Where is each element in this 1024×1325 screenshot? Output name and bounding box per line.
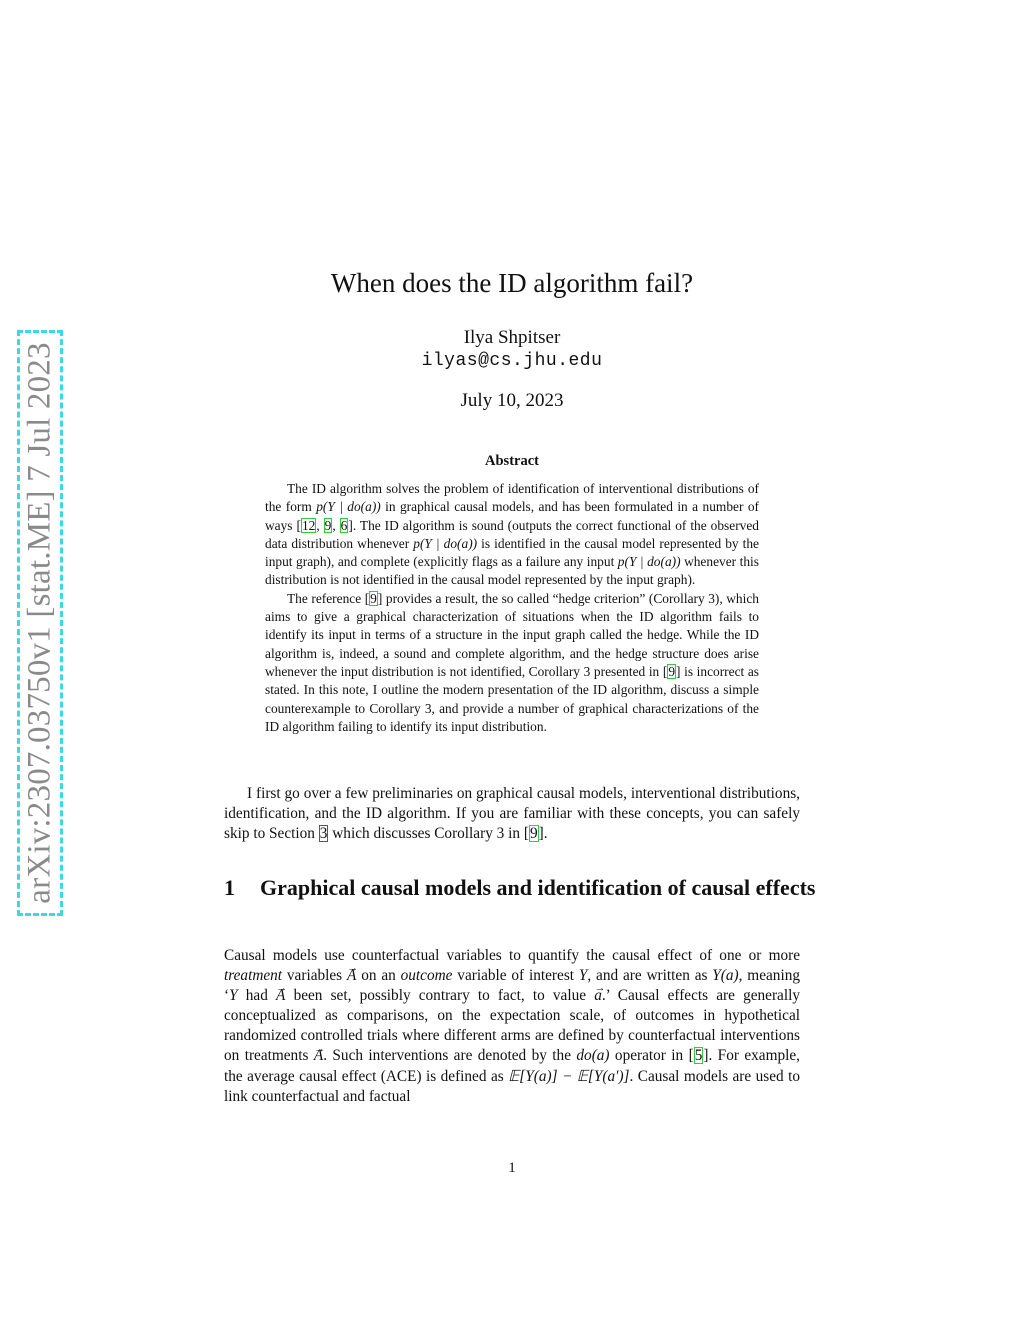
arxiv-stamp[interactable]: arXiv:2307.03750v1 [stat.ME] 7 Jul 2023: [21, 342, 58, 904]
section-link[interactable]: 3: [319, 825, 328, 843]
body-paragraph: Causal models use counterfactual variables to quantify the causal effect of one or more treatment variables → A on an outcome variable of interest Y, and are written as Y(a), meaning ‘Y had → A been set, possibly contrary to fact, to value → a.’ Causal effects are generally conceptualized as comparisons, on the expectation scale, of outcomes in hypothetical randomized controlled trials where different arms are defined by counterfactual interventions on treatments → A. Such interventions are denoted by the do(a) operator in [5]. For example, the average causal effect (ACE) is defined as 𝔼[Y(a)] − 𝔼[Y(a′)]. Causal models are used to link counterfactual and factual: [224, 946, 800, 1107]
math-p-y-do-a: p(Y | do(a)): [316, 499, 381, 515]
math-ace-formula: 𝔼[Y(a)] − 𝔼[Y(a′)]: [508, 1067, 630, 1085]
abstract-heading: Abstract: [485, 453, 539, 469]
author-email[interactable]: ilyas@cs.jhu.edu: [421, 351, 603, 371]
citation-link[interactable]: 9: [668, 663, 676, 679]
citation-link[interactable]: 12: [301, 517, 316, 533]
math-p-y-do-a: p(Y | do(a)): [617, 554, 681, 570]
citation-link[interactable]: 6: [340, 517, 348, 533]
author-name: Ilya Shpitser: [463, 327, 561, 348]
paper-title: When does the ID algorithm fail?: [330, 268, 694, 298]
citation-link[interactable]: 9: [529, 825, 538, 843]
math-vector-a-value: → a: [594, 986, 602, 1006]
citation-link[interactable]: 5: [694, 1047, 703, 1065]
math-vector-a: → A: [314, 1046, 323, 1066]
math-do-operator: do(a): [576, 1047, 610, 1065]
emphasis-text: outcome: [400, 967, 453, 985]
math-y-of-a: Y(a): [712, 967, 739, 985]
citation-link[interactable]: 9: [324, 517, 332, 533]
math-vector-a: → A: [276, 986, 285, 1006]
emphasis-text: treatment: [224, 967, 283, 985]
paper-date: July 10, 2023: [460, 390, 564, 411]
abstract-paragraph-1: The ID algorithm solves the problem of identification of interventional distributions of the form p(Y | do(a)) in graphical causal models, and has been formulated in a number of ways [12, 9, 6]. The ID algorithm is sound (outputs the correct functional of the observed data distribution whenever p(Y | do(a)) is identified in the causal model represented by the input graph), and complete (explicitly flags as a failure any input p(Y | do(a)) whenever this distribution is not identified in the causal model represented by the input graph).: [265, 481, 759, 588]
math-y: Y: [229, 987, 238, 1005]
abstract: [265, 480, 759, 736]
page-number: 1: [508, 1160, 516, 1176]
section-title: Graphical causal models and identification of causal effects: [260, 875, 816, 900]
citation-link[interactable]: 9: [370, 590, 377, 606]
math-p-y-do-a: p(Y | do(a)): [413, 535, 478, 551]
math-vector-a: → A: [347, 966, 356, 986]
abstract-paragraph-2: The reference [9] provides a result, the so called “hedge criterion” (Corollary 3), which aims to give a graphical characterization of situations when the ID algorithm fails to identify its input in terms of a structure in the input graph called the hedge. While the ID algorithm is, indeed, a sound and complete algorithm, and the hedge structure does arise whenever the input distribution is not identified, Corollary 3 presented in [9] is incorrect as stated. In this note, I outline the modern presentation of the ID algorithm, discuss a simple counterexample to Corollary 3, and provide a number of graphical characterizations of the ID algorithm failing to identify its input distribution.: [265, 590, 759, 734]
math-y: Y: [578, 967, 588, 985]
intro-paragraph: I first go over a few preliminaries on graphical causal models, interventional distributions, identification, and the ID algorithm. If you are familiar with these concepts, you can safely skip to Section 3 which discusses Corollary 3 in [9].: [224, 785, 800, 843]
section-number: 1: [224, 875, 235, 900]
